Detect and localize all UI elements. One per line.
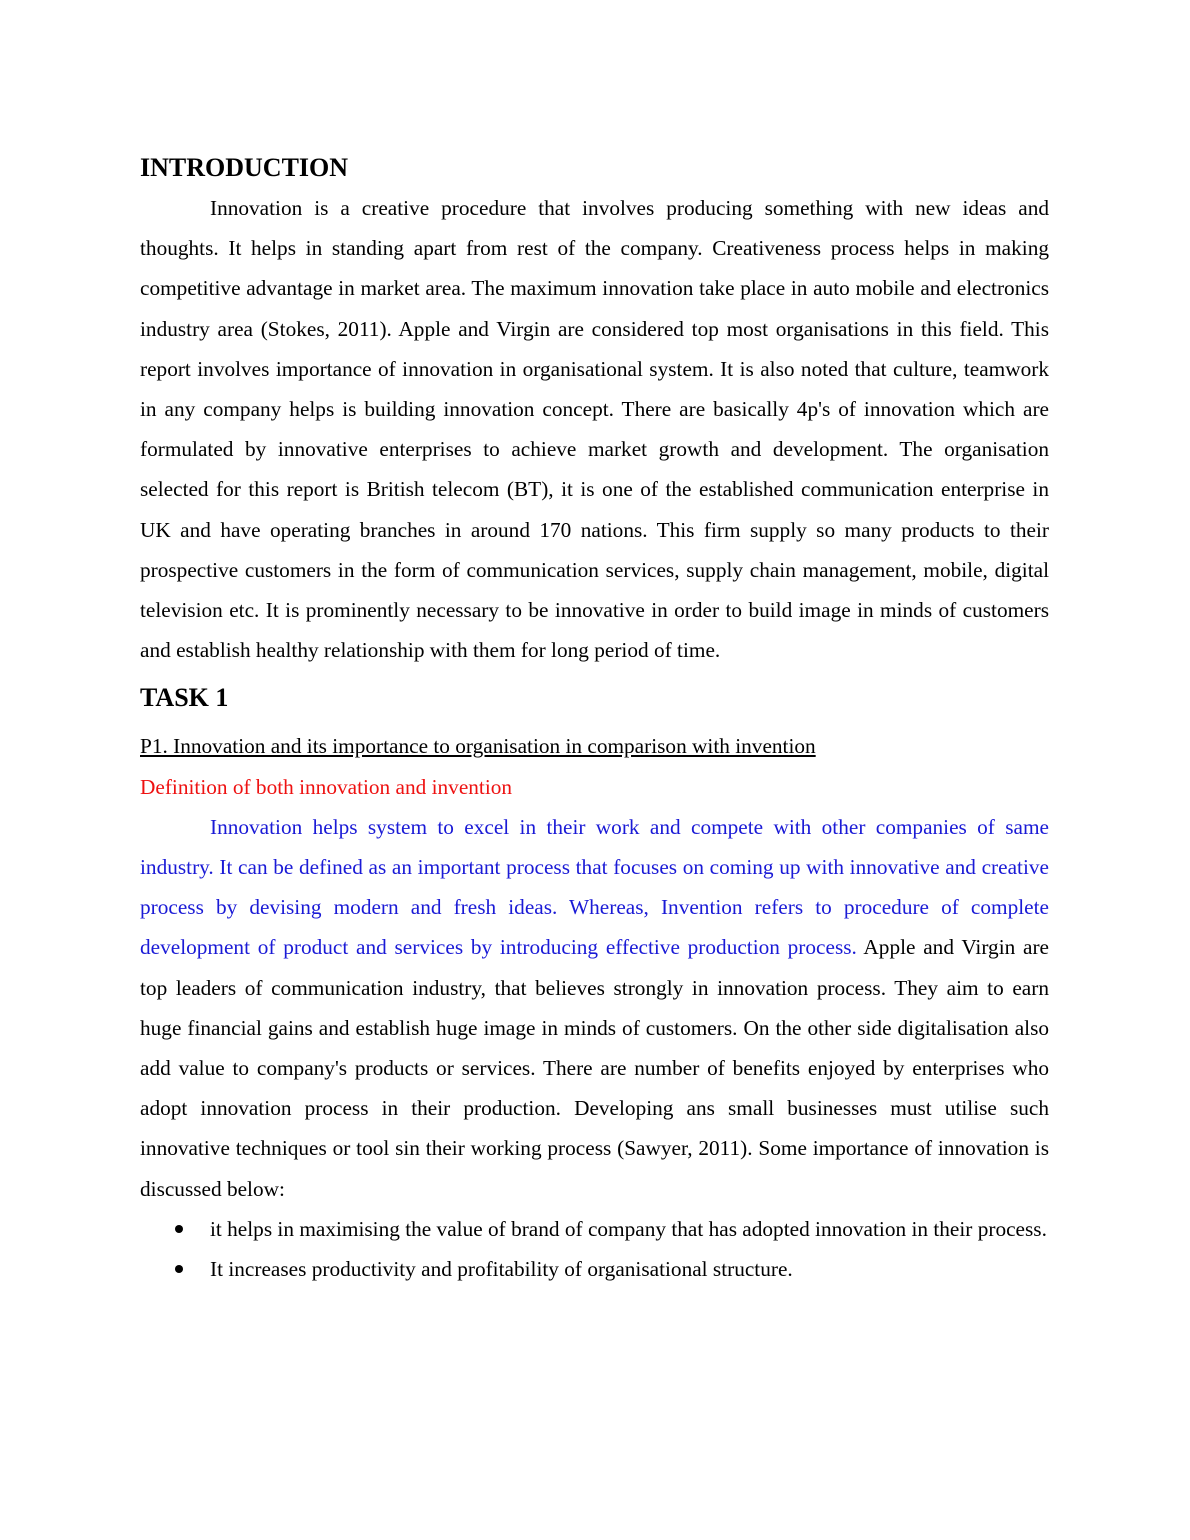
definition-blue-text: Innovation helps system to excel in their work and compete with other companies of same industry. It can be defined as an important process that focuses on coming up with innovative and creative process by devising modern and fresh ideas. Whereas, Invention refers to procedure of complete development of product and services by introducing effective production process.	[140, 814, 1049, 960]
introduction-heading: INTRODUCTION	[140, 153, 349, 182]
importance-list	[140, 1209, 1049, 1289]
list-item-text: It increases productivity and profitability of organisational structure.	[210, 1257, 793, 1282]
definition-heading: Definition of both innovation and invention	[140, 774, 513, 799]
task1-heading: TASK 1	[140, 683, 229, 713]
list-item-text: it helps in maximising the value of brand of company that has adopted innovation in their process.	[210, 1216, 1047, 1241]
definition-paragraph	[140, 807, 1049, 1209]
bullet-icon	[175, 1265, 183, 1273]
list-item	[140, 1249, 1049, 1289]
document-page	[140, 148, 1049, 1289]
importance-text: Apple and Virgin are top leaders of communication industry, that believes strongly in innovation process. They aim to earn huge financial gains and establish huge image in minds of customers. On the other side digitalisation also add value to company's products or services. There are number of benefits enjoyed by enterprises who adopt innovation process in their production. Developing ans small businesses must utilise such innovative techniques or tool sin their working process (Sawyer, 2011). Some importance of innovation is discussed below:	[140, 935, 1050, 1201]
introduction-paragraph: Innovation is a creative procedure that involves producing something with new ideas and thoughts. It helps in standing apart from rest of the company. Creativeness process helps in making competitive advantage in market area. The maximum innovation take place in auto mobile and electronics industry area (Stokes, 2011). Apple and Virgin are considered top most organisations in this field. This report involves importance of innovation in organisational system. It is also noted that culture, teamwork in any company helps is building innovation concept. There are basically 4p's of innovation which are formulated by innovative enterprises to achieve market growth and development. The organisation selected for this report is British telecom (BT), it is one of the established communication enterprise in UK and have operating branches in around 170 nations. This firm supply so many products to their prospective customers in the form of communication services, supply chain management, mobile, digital television etc. It is prominently necessary to be innovative in order to build image in minds of customers and establish healthy relationship with them for long period of time.	[140, 196, 1049, 663]
list-item	[140, 1209, 1049, 1249]
task1-subheading: P1. Innovation and its importance to organisation in comparison with invention	[140, 734, 816, 759]
bullet-icon	[175, 1225, 183, 1233]
